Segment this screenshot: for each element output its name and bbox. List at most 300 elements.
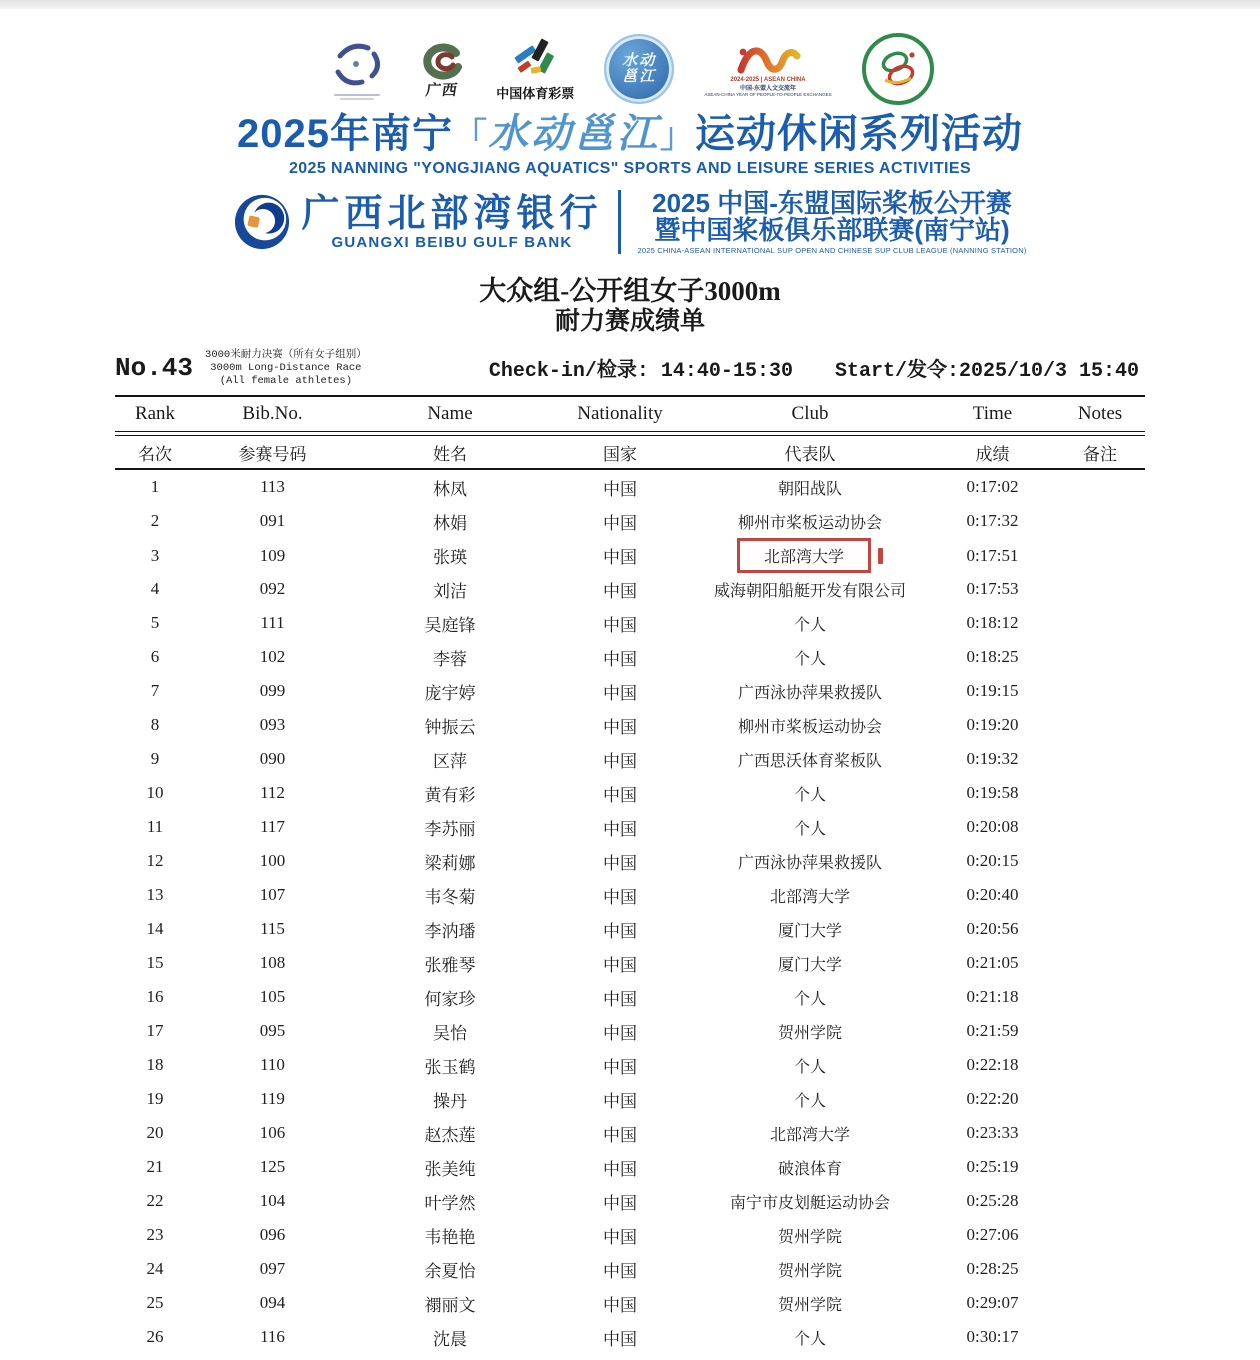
club-wrap bbox=[738, 680, 882, 703]
rank-cell: 20 bbox=[146, 1123, 164, 1142]
club-text: 贺州学院 bbox=[777, 1296, 842, 1314]
table-row bbox=[115, 912, 1145, 946]
time-cell: 0:22:20 bbox=[966, 1089, 1019, 1108]
red-mark-icon bbox=[878, 548, 883, 564]
name-cell: 韦艳艳 bbox=[424, 1227, 476, 1247]
col-notes-zh: 备注 bbox=[1083, 444, 1117, 464]
club-text: 个人 bbox=[793, 820, 826, 838]
race-title-line1: 大众组-公开组女子3000m bbox=[479, 276, 781, 306]
time-cell: 0:23:33 bbox=[966, 1123, 1019, 1142]
club-wrap bbox=[770, 1122, 850, 1145]
event-series-title bbox=[0, 111, 1260, 159]
open-bracket: 「 bbox=[452, 117, 488, 155]
club-wrap bbox=[738, 714, 882, 737]
name-cell: 区萍 bbox=[433, 751, 467, 771]
bib-cell: 092 bbox=[259, 579, 286, 598]
rank-cell: 1 bbox=[150, 477, 160, 496]
club-cell bbox=[690, 538, 930, 573]
time-cell: 0:18:12 bbox=[966, 613, 1019, 632]
club-text: 柳州市桨板运动协会 bbox=[737, 718, 882, 736]
club-cell bbox=[690, 1190, 930, 1213]
club-wrap bbox=[778, 1224, 842, 1247]
time-cell: 0:29:07 bbox=[966, 1293, 1019, 1312]
race-title bbox=[0, 275, 1260, 337]
event-title-line1: 2025 中国-东盟国际桨板公开赛 bbox=[652, 187, 1012, 218]
sports-association-badge bbox=[862, 33, 934, 105]
lottery-label: 中国体育彩票 bbox=[496, 85, 575, 101]
col-club-zh: 代表队 bbox=[784, 444, 836, 464]
rank-cell: 12 bbox=[146, 851, 164, 870]
club-cell bbox=[690, 850, 930, 873]
club-text: 破浪体育 bbox=[777, 1160, 842, 1178]
race-description bbox=[205, 349, 367, 388]
name-cell: 张玉鹤 bbox=[424, 1057, 476, 1077]
table-row bbox=[115, 1320, 1145, 1354]
club-text: 个人 bbox=[793, 650, 826, 668]
club-text: 厦门大学 bbox=[777, 922, 842, 940]
col-time-en: Time bbox=[972, 403, 1013, 424]
event-title-en: 2025 CHINA-ASEAN INTERNATIONAL SUP OPEN AND CHINESE SUP CLUB LEAGUE (NANNING STATION) bbox=[637, 245, 1027, 255]
bib-cell: 110 bbox=[260, 1055, 285, 1074]
club-text: 广西泳协萍果救援队 bbox=[737, 854, 882, 872]
table-row bbox=[115, 504, 1145, 538]
bib-cell: 107 bbox=[259, 885, 286, 904]
bib-cell: 115 bbox=[260, 919, 285, 938]
club-cell bbox=[690, 1020, 930, 1043]
logo-caption-line bbox=[334, 94, 380, 96]
club-cell bbox=[690, 680, 930, 703]
nationality-cell: 中国 bbox=[603, 921, 637, 941]
col-name-zh: 姓名 bbox=[433, 444, 467, 464]
club-cell bbox=[690, 816, 930, 839]
table-header-zh bbox=[115, 436, 1145, 468]
club-wrap bbox=[778, 1292, 842, 1315]
table-row bbox=[115, 1184, 1145, 1218]
nationality-cell: 中国 bbox=[603, 513, 637, 533]
club-cell bbox=[690, 510, 930, 533]
table-row bbox=[115, 980, 1145, 1014]
time-cell: 0:25:19 bbox=[966, 1157, 1019, 1176]
table-header-en bbox=[115, 397, 1145, 431]
china-sports-lottery-logo bbox=[496, 37, 574, 102]
club-wrap bbox=[778, 918, 842, 941]
table-row bbox=[115, 946, 1145, 980]
nationality-cell: 中国 bbox=[603, 548, 637, 567]
time-cell: 0:28:25 bbox=[966, 1259, 1019, 1278]
nationality-cell: 中国 bbox=[603, 1091, 637, 1111]
rank-cell: 13 bbox=[146, 885, 164, 904]
table-row bbox=[115, 878, 1145, 912]
nationality-cell: 中国 bbox=[603, 1329, 637, 1349]
club-cell bbox=[690, 646, 930, 669]
club-text: 个人 bbox=[793, 1092, 826, 1110]
bib-cell: 111 bbox=[260, 613, 285, 632]
time-cell: 0:18:25 bbox=[966, 647, 1019, 666]
race-desc-line2: 3000m Long-Distance Race bbox=[210, 361, 362, 374]
club-text: 贺州学院 bbox=[777, 1228, 842, 1246]
asean-en-label: ASEAN-CHINA YEAR OF PEOPLE-TO-PEOPLE EXCHANGES bbox=[704, 91, 832, 97]
table-row bbox=[115, 538, 1145, 572]
nationality-cell: 中国 bbox=[603, 989, 637, 1009]
table-row bbox=[115, 1218, 1145, 1252]
swirl-icon bbox=[326, 38, 388, 92]
table-row bbox=[115, 844, 1145, 878]
club-text: 广西思沃体育桨板队 bbox=[737, 752, 882, 770]
time-cell: 0:21:05 bbox=[966, 953, 1019, 972]
club-wrap bbox=[794, 612, 826, 635]
name-cell: 梁莉娜 bbox=[424, 853, 476, 873]
nationality-cell: 中国 bbox=[603, 1261, 637, 1281]
club-wrap bbox=[794, 986, 826, 1009]
table-row bbox=[115, 708, 1145, 742]
name-cell: 韦冬菊 bbox=[424, 887, 476, 907]
club-cell bbox=[690, 1224, 930, 1247]
name-cell: 林娟 bbox=[433, 513, 467, 533]
name-cell: 李蓉 bbox=[433, 649, 467, 669]
col-time-zh: 成绩 bbox=[975, 444, 1010, 464]
club-text: 个人 bbox=[793, 1330, 826, 1348]
event-series-subtitle-en: 2025 NANNING "YONGJIANG AQUATICS" SPORTS AND LEISURE SERIES ACTIVITIES bbox=[288, 160, 972, 177]
name-cell: 庞宇婷 bbox=[424, 683, 476, 703]
club-cell bbox=[690, 1088, 930, 1111]
bank-block bbox=[233, 193, 602, 251]
club-wrap bbox=[794, 816, 826, 839]
yongjiang-badge-line2: 邕江 bbox=[622, 69, 657, 85]
rank-cell: 25 bbox=[146, 1293, 164, 1312]
club-cell bbox=[690, 476, 930, 499]
club-text: 威海朝阳船艇开发有限公司 bbox=[713, 582, 906, 600]
col-bib-en: Bib.No. bbox=[242, 403, 303, 424]
time-cell: 0:17:51 bbox=[966, 545, 1019, 565]
club-wrap bbox=[778, 476, 842, 499]
page-top-strip bbox=[0, 0, 1260, 9]
guangxi-label: 广西 bbox=[424, 80, 460, 99]
table-row bbox=[115, 1082, 1145, 1116]
event-title-line2: 暨中国桨板俱乐部联赛(南宁站) bbox=[654, 214, 1010, 245]
sponsor-logos-row bbox=[0, 29, 1260, 109]
blue-swirl-logo bbox=[326, 38, 388, 100]
name-cell: 余夏怡 bbox=[424, 1261, 476, 1281]
bib-cell: 097 bbox=[259, 1259, 286, 1278]
nationality-cell: 中国 bbox=[603, 751, 637, 771]
club-text: 个人 bbox=[793, 786, 826, 804]
rank-cell: 18 bbox=[146, 1055, 164, 1074]
table-row bbox=[115, 606, 1145, 640]
yongjiang-badge-icon bbox=[604, 34, 674, 104]
rank-cell: 19 bbox=[146, 1089, 164, 1108]
time-cell: 0:20:15 bbox=[966, 851, 1019, 870]
rank-cell: 7 bbox=[150, 681, 160, 700]
sponsor-event-banner bbox=[0, 187, 1260, 257]
name-cell: 钟振云 bbox=[424, 717, 476, 737]
bib-cell: 106 bbox=[259, 1123, 286, 1142]
loop-icon bbox=[875, 46, 921, 92]
col-notes-en: Notes bbox=[1077, 403, 1123, 424]
name-cell: 何家珍 bbox=[424, 989, 476, 1009]
club-wrap bbox=[778, 1156, 842, 1179]
club-text: 柳州市桨板运动协会 bbox=[737, 514, 882, 532]
rank-cell: 24 bbox=[146, 1259, 164, 1278]
bank-name: 广西北部湾银行 bbox=[301, 192, 603, 235]
name-cell: 吴庭锋 bbox=[424, 615, 476, 635]
rank-cell: 16 bbox=[146, 987, 164, 1006]
yongjiang-badge-line1: 水动 bbox=[622, 53, 657, 69]
race-desc-line3: (All female athletes) bbox=[219, 374, 353, 387]
time-cell: 0:21:18 bbox=[966, 987, 1019, 1006]
nationality-cell: 中国 bbox=[603, 615, 637, 635]
club-wrap bbox=[770, 884, 850, 907]
bib-cell: 116 bbox=[260, 1327, 285, 1346]
results-table bbox=[115, 395, 1145, 1354]
rank-cell: 11 bbox=[146, 817, 164, 836]
club-wrap bbox=[730, 1190, 890, 1213]
nationality-cell: 中国 bbox=[603, 479, 637, 499]
nationality-cell: 中国 bbox=[603, 1295, 637, 1315]
name-cell: 黄有彩 bbox=[424, 785, 476, 805]
club-text: 北部湾大学 bbox=[769, 1126, 850, 1144]
rank-cell: 10 bbox=[146, 783, 164, 802]
asean-ribbon-icon bbox=[735, 42, 801, 76]
time-cell: 0:17:32 bbox=[966, 511, 1019, 530]
club-cell bbox=[690, 1054, 930, 1077]
club-cell bbox=[690, 884, 930, 907]
close-bracket: 」 bbox=[659, 117, 695, 155]
rank-cell: 3 bbox=[150, 545, 160, 565]
rank-cell: 14 bbox=[146, 919, 164, 938]
club-wrap bbox=[794, 646, 826, 669]
lottery-sticks-icon bbox=[506, 37, 564, 81]
col-name-en: Name bbox=[427, 403, 473, 424]
name-cell: 张瑛 bbox=[433, 548, 467, 567]
table-body bbox=[115, 470, 1145, 1354]
col-rank-zh: 名次 bbox=[138, 444, 172, 464]
rank-cell: 6 bbox=[150, 647, 160, 666]
rank-cell: 22 bbox=[146, 1191, 164, 1210]
nationality-cell: 中国 bbox=[603, 1227, 637, 1247]
race-desc-line1: 3000米耐力决赛（所有女子组别） bbox=[205, 348, 367, 361]
table-row bbox=[115, 470, 1145, 504]
nationality-cell: 中国 bbox=[603, 1159, 637, 1179]
race-title-line2: 耐力赛成绩单 bbox=[554, 308, 705, 335]
club-cell bbox=[690, 1258, 930, 1281]
nationality-cell: 中国 bbox=[603, 1023, 637, 1043]
name-cell: 叶学然 bbox=[424, 1193, 476, 1213]
rank-cell: 9 bbox=[150, 749, 160, 768]
club-cell bbox=[690, 578, 930, 601]
club-text: 贺州学院 bbox=[777, 1024, 842, 1042]
club-wrap bbox=[738, 850, 882, 873]
club-text: 广西泳协萍果救援队 bbox=[737, 684, 882, 702]
club-text: 朝阳战队 bbox=[777, 480, 842, 498]
bib-cell: 094 bbox=[259, 1293, 286, 1312]
event-title-block bbox=[637, 187, 1027, 255]
table-row bbox=[115, 640, 1145, 674]
bib-cell: 105 bbox=[259, 987, 286, 1006]
bib-cell: 093 bbox=[259, 715, 286, 734]
time-cell: 0:20:40 bbox=[966, 885, 1019, 904]
club-wrap bbox=[737, 538, 883, 573]
bib-cell: 091 bbox=[259, 511, 286, 530]
name-cell: 吴怡 bbox=[433, 1023, 467, 1043]
start-time: Start/发令:2025/10/3 15:40 bbox=[834, 360, 1139, 383]
race-number: No.43 bbox=[115, 353, 194, 383]
club-text: 厦门大学 bbox=[777, 956, 842, 974]
logo-caption-line bbox=[340, 98, 374, 100]
bib-cell: 090 bbox=[259, 749, 286, 768]
time-cell: 0:19:32 bbox=[966, 749, 1019, 768]
rank-cell: 15 bbox=[146, 953, 164, 972]
nationality-cell: 中国 bbox=[603, 1125, 637, 1145]
table-row bbox=[115, 572, 1145, 606]
bank-name-en: GUANGXI BEIBU GULF BANK bbox=[331, 233, 573, 251]
bib-cell: 099 bbox=[259, 681, 286, 700]
table-row bbox=[115, 776, 1145, 810]
nationality-cell: 中国 bbox=[603, 581, 637, 601]
rank-cell: 5 bbox=[150, 613, 160, 632]
name-cell: 刘洁 bbox=[433, 581, 467, 601]
club-wrap bbox=[738, 510, 882, 533]
table-row bbox=[115, 1014, 1145, 1048]
club-cell bbox=[690, 986, 930, 1009]
table-row bbox=[115, 810, 1145, 844]
club-cell bbox=[690, 1326, 930, 1349]
club-wrap bbox=[794, 1326, 826, 1349]
table-row bbox=[115, 1048, 1145, 1082]
checkin-time: Check-in/检录: 14:40-15:30 bbox=[488, 360, 793, 383]
time-cell: 0:17:53 bbox=[966, 579, 1019, 598]
beibu-gulf-bank-icon bbox=[233, 193, 291, 251]
name-cell: 张雅琴 bbox=[424, 955, 476, 975]
bank-text bbox=[301, 194, 602, 251]
yongjiang-aquatics-badge bbox=[604, 34, 674, 104]
col-bib-zh: 参赛号码 bbox=[238, 444, 307, 464]
bib-cell: 104 bbox=[259, 1191, 286, 1210]
nationality-cell: 中国 bbox=[603, 1193, 637, 1213]
name-cell: 林凤 bbox=[433, 479, 467, 499]
asean-china-logo bbox=[704, 42, 831, 97]
col-nationality-en: Nationality bbox=[577, 403, 663, 424]
race-info-row bbox=[115, 345, 1145, 391]
col-nationality-zh: 国家 bbox=[603, 444, 637, 464]
club-text: 个人 bbox=[793, 616, 826, 634]
col-club-en: Club bbox=[791, 403, 829, 424]
time-cell: 0:21:59 bbox=[966, 1021, 1019, 1040]
bib-cell: 096 bbox=[259, 1225, 286, 1244]
title-prefix: 2025年南宁 bbox=[237, 112, 453, 156]
table-row bbox=[115, 1150, 1145, 1184]
table-row bbox=[115, 1252, 1145, 1286]
name-cell: 李汭璠 bbox=[424, 921, 476, 941]
nationality-cell: 中国 bbox=[603, 683, 637, 703]
time-cell: 0:17:02 bbox=[966, 477, 1019, 496]
club-cell bbox=[690, 1122, 930, 1145]
club-wrap bbox=[714, 578, 906, 601]
bib-cell: 100 bbox=[259, 851, 286, 870]
nationality-cell: 中国 bbox=[603, 717, 637, 737]
bib-cell: 102 bbox=[259, 647, 286, 666]
title-suffix: 运动休闲系列活动 bbox=[694, 112, 1023, 156]
time-cell: 0:19:58 bbox=[966, 783, 1019, 802]
rank-cell: 4 bbox=[150, 579, 160, 598]
name-cell: 张美纯 bbox=[424, 1159, 476, 1179]
time-cell: 0:19:20 bbox=[966, 715, 1019, 734]
nationality-cell: 中国 bbox=[603, 853, 637, 873]
rank-cell: 2 bbox=[150, 511, 160, 530]
green-ring-icon bbox=[862, 33, 934, 105]
title-brush-text: 水动邕江 bbox=[487, 110, 660, 157]
time-cell: 0:19:15 bbox=[966, 681, 1019, 700]
nationality-cell: 中国 bbox=[603, 887, 637, 907]
time-cell: 0:20:08 bbox=[966, 817, 1019, 836]
club-cell bbox=[690, 612, 930, 635]
club-wrap bbox=[778, 1258, 842, 1281]
time-cell: 0:27:06 bbox=[966, 1225, 1019, 1244]
bib-cell: 125 bbox=[259, 1157, 286, 1176]
bib-cell: 113 bbox=[260, 477, 285, 496]
club-wrap bbox=[794, 1088, 826, 1111]
time-cell: 0:25:28 bbox=[966, 1191, 1019, 1210]
guangxi-calligraphy-logo bbox=[418, 39, 466, 100]
bib-cell: 108 bbox=[259, 953, 286, 972]
time-cell: 0:20:56 bbox=[966, 919, 1019, 938]
bib-cell: 112 bbox=[260, 783, 285, 802]
guangxi-spiral-icon bbox=[418, 39, 466, 85]
rank-cell: 26 bbox=[146, 1327, 164, 1346]
club-text: 贺州学院 bbox=[777, 1262, 842, 1280]
name-cell: 李苏丽 bbox=[424, 819, 476, 839]
rank-cell: 17 bbox=[146, 1021, 164, 1040]
nationality-cell: 中国 bbox=[603, 649, 637, 669]
table-row bbox=[115, 742, 1145, 776]
club-cell bbox=[690, 1156, 930, 1179]
table-row bbox=[115, 1116, 1145, 1150]
club-wrap bbox=[778, 952, 842, 975]
asean-year-label: 2024-2025 | ASEAN CHINA bbox=[730, 76, 806, 83]
time-cell: 0:30:17 bbox=[966, 1327, 1019, 1346]
club-text: 北部湾大学 bbox=[769, 888, 850, 906]
bib-cell: 117 bbox=[260, 817, 285, 836]
club-cell bbox=[690, 714, 930, 737]
club-cell bbox=[690, 952, 930, 975]
name-cell: 操丹 bbox=[433, 1091, 467, 1111]
bib-cell: 119 bbox=[260, 1089, 285, 1108]
club-wrap bbox=[778, 1020, 842, 1043]
bib-cell: 095 bbox=[259, 1021, 286, 1040]
nationality-cell: 中国 bbox=[603, 819, 637, 839]
club-text: 个人 bbox=[793, 990, 826, 1008]
club-text: 北部湾大学 bbox=[737, 538, 871, 573]
table-row bbox=[115, 1286, 1145, 1320]
nationality-cell: 中国 bbox=[603, 1057, 637, 1077]
name-cell: 赵杰莲 bbox=[424, 1125, 476, 1145]
banner-divider bbox=[618, 190, 621, 254]
rank-cell: 8 bbox=[150, 715, 160, 734]
club-wrap bbox=[794, 782, 826, 805]
club-wrap bbox=[794, 1054, 826, 1077]
nationality-cell: 中国 bbox=[603, 785, 637, 805]
club-cell bbox=[690, 918, 930, 941]
asean-cn-label: 中国-东盟人文交流年 bbox=[740, 85, 796, 92]
time-cell: 0:22:18 bbox=[966, 1055, 1019, 1074]
name-cell: 禤丽文 bbox=[424, 1295, 476, 1315]
rank-cell: 23 bbox=[146, 1225, 164, 1244]
club-text: 南宁市皮划艇运动协会 bbox=[729, 1194, 890, 1212]
name-cell: 沈晨 bbox=[433, 1329, 467, 1349]
club-text: 个人 bbox=[793, 1058, 826, 1076]
nationality-cell: 中国 bbox=[603, 955, 637, 975]
club-cell bbox=[690, 1292, 930, 1315]
club-wrap bbox=[738, 748, 882, 771]
